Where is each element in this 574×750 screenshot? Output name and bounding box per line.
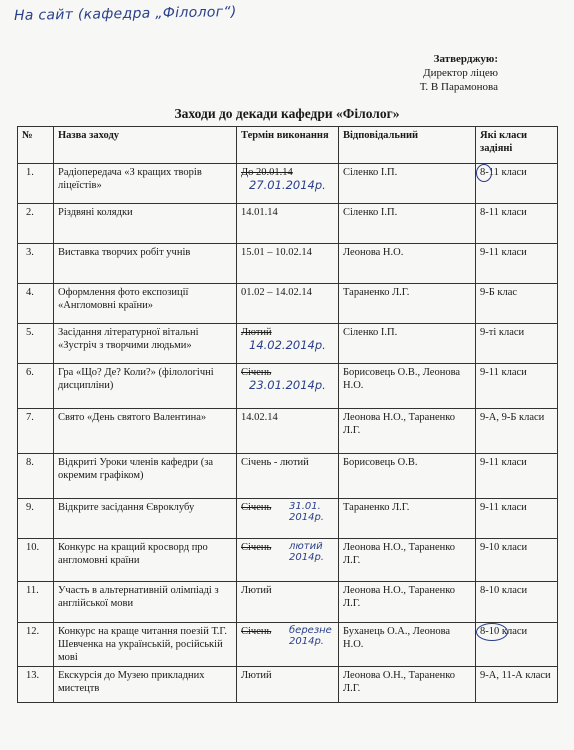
term-text: Січень - лютий xyxy=(241,457,309,468)
header-num: № xyxy=(18,127,54,164)
responsible-text: Леонова Н.О., Тараненко Л.Г. xyxy=(343,412,456,436)
event-name-text: Різдвяні колядки xyxy=(58,207,133,218)
handwritten-date: 14.02.2014р. xyxy=(249,338,326,352)
classes xyxy=(476,164,558,204)
table-row xyxy=(18,454,558,499)
event-name xyxy=(54,667,237,703)
table-row xyxy=(18,623,558,667)
responsible xyxy=(339,582,476,623)
event-name xyxy=(54,324,237,364)
term-text: Січень xyxy=(241,502,272,513)
event-name-text: Радіопередача «З кращих творів ліцеїстів» xyxy=(58,167,202,191)
classes xyxy=(476,582,558,623)
responsible xyxy=(339,499,476,539)
responsible-text: Борисовець О.В. xyxy=(343,457,418,468)
row-number xyxy=(18,244,54,284)
row-number-text: 6. xyxy=(26,367,34,378)
term-text: Січень xyxy=(241,542,272,553)
row-number xyxy=(18,667,54,703)
classes xyxy=(476,204,558,244)
row-number-text: 7. xyxy=(26,412,34,423)
ink-circle-mark xyxy=(476,164,492,182)
row-number-text: 11. xyxy=(26,585,39,596)
event-name xyxy=(54,364,237,409)
responsible-text: Тараненко Л.Г. xyxy=(343,502,410,513)
responsible xyxy=(339,284,476,324)
event-term xyxy=(237,204,339,244)
approval-name: Т. В Парамонова xyxy=(419,81,498,93)
event-term xyxy=(237,667,339,703)
ink-circle-mark xyxy=(476,623,508,641)
handwritten-note: На сайт (кафедра „Філолог“) xyxy=(13,4,237,24)
event-name-text: Конкурс на краще читання поезій Т.Г. Шевченка на українській, російській мові xyxy=(58,626,227,663)
event-term xyxy=(237,539,339,582)
event-name-text: Гра «Що? Де? Коли?» (філологічні дисципліни) xyxy=(58,367,214,391)
header-term: Термін виконання xyxy=(237,127,339,164)
event-term xyxy=(237,409,339,454)
table-row xyxy=(18,324,558,364)
term-text: Січень xyxy=(241,367,272,378)
event-name xyxy=(54,164,237,204)
classes-text: 9-11 класи xyxy=(480,502,527,513)
event-name xyxy=(54,204,237,244)
handwritten-date: 31.01. 2014р. xyxy=(289,501,324,523)
responsible xyxy=(339,164,476,204)
event-name-text: Свято «День святого Валентина» xyxy=(58,412,207,423)
classes xyxy=(476,409,558,454)
row-number-text: 10. xyxy=(26,542,40,553)
term-text: 14.02.14 xyxy=(241,412,278,423)
term-text: Лютий xyxy=(241,670,272,681)
term-text: 14.01.14 xyxy=(241,207,278,218)
event-term xyxy=(237,364,339,409)
handwritten-date: 27.01.2014р. xyxy=(249,178,326,192)
responsible xyxy=(339,409,476,454)
responsible-text: Леонова Н.О., Тараненко Л.Г. xyxy=(343,542,456,566)
document-title: Заходи до декади кафедри «Філолог» xyxy=(174,106,400,121)
handwritten-date: лютий 2014р. xyxy=(289,541,324,563)
classes-text: 9-А, 9-Б класи xyxy=(480,412,545,423)
row-number-text: 9. xyxy=(26,502,34,513)
classes-text: 9-11 класи xyxy=(480,247,527,258)
classes-text: 8-10 класи xyxy=(480,585,528,596)
classes-text: 9-10 класи xyxy=(480,542,528,553)
term-text: 15.01 – 10.02.14 xyxy=(241,247,312,258)
responsible-text: Сіленко І.П. xyxy=(343,207,398,218)
classes-text: 9-ті класи xyxy=(480,327,525,338)
classes xyxy=(476,454,558,499)
responsible-text: Сіленко І.П. xyxy=(343,327,398,338)
table-row xyxy=(18,284,558,324)
table-row xyxy=(18,539,558,582)
responsible-text: Леонова Н.О. xyxy=(343,247,404,258)
responsible-text: Леонова О.Н., Тараненко Л.Г. xyxy=(343,670,456,694)
classes-text: 8-10 класи xyxy=(480,626,528,637)
row-number xyxy=(18,623,54,667)
responsible xyxy=(339,667,476,703)
classes-text: 8-11 класи xyxy=(480,207,527,218)
classes xyxy=(476,667,558,703)
row-number xyxy=(18,539,54,582)
classes-text: 9-Б клас xyxy=(480,287,518,298)
event-name-text: Участь в альтернативній олімпіаді з англійської мови xyxy=(58,585,219,609)
row-number xyxy=(18,284,54,324)
handwritten-date: березне 2014р. xyxy=(289,625,332,647)
responsible-text: Борисовець О.В., Леонова Н.О. xyxy=(343,367,461,391)
classes-text: 8-11 класи xyxy=(480,167,527,178)
event-name xyxy=(54,244,237,284)
term-text: До 20.01.14 xyxy=(241,167,293,178)
classes-text: 9-А, 11-А класи xyxy=(480,670,551,681)
handwritten-date: 23.01.2014р. xyxy=(249,378,326,392)
classes xyxy=(476,539,558,582)
classes-text: 9-11 класи xyxy=(480,367,527,378)
row-number-text: 5. xyxy=(26,327,34,338)
row-number xyxy=(18,204,54,244)
approval-block xyxy=(420,52,498,94)
approval-heading: Затверджую: xyxy=(433,53,498,65)
classes xyxy=(476,364,558,409)
events-table xyxy=(17,126,558,703)
table-row xyxy=(18,244,558,284)
classes xyxy=(476,244,558,284)
event-name-text: Засідання літературної вітальні «Зустріч з творчими людьми» xyxy=(58,327,199,351)
responsible xyxy=(339,244,476,284)
approval-position: Директор ліцею xyxy=(423,67,498,79)
header-responsible: Відповідальний xyxy=(339,127,476,164)
event-name-text: Конкурс на кращий кросворд про англомовні країни xyxy=(58,542,208,566)
row-number xyxy=(18,454,54,499)
event-name xyxy=(54,539,237,582)
header-classes: Які класи задіяні xyxy=(476,127,558,164)
table-header-row xyxy=(18,127,558,164)
responsible xyxy=(339,204,476,244)
term-text: 01.02 – 14.02.14 xyxy=(241,287,312,298)
event-name-text: Відкриті Уроки членів кафедри (за окремим графіком) xyxy=(58,457,214,481)
term-text: Січень xyxy=(241,626,272,637)
responsible-text: Тараненко Л.Г. xyxy=(343,287,410,298)
responsible xyxy=(339,623,476,667)
event-name xyxy=(54,454,237,499)
event-term xyxy=(237,324,339,364)
responsible xyxy=(339,539,476,582)
row-number xyxy=(18,364,54,409)
term-text: Лютий xyxy=(241,585,272,596)
term-text: Лютий xyxy=(241,327,272,338)
event-term xyxy=(237,244,339,284)
row-number-text: 12. xyxy=(26,626,40,637)
row-number-text: 4. xyxy=(26,287,34,298)
event-name-text: Екскурсія до Музею прикладних мистецтв xyxy=(58,670,205,694)
event-name xyxy=(54,582,237,623)
event-name-text: Оформлення фото експозиції «Англомовні країни» xyxy=(58,287,189,311)
row-number xyxy=(18,409,54,454)
event-term xyxy=(237,454,339,499)
event-term xyxy=(237,284,339,324)
table-row xyxy=(18,667,558,703)
event-term xyxy=(237,582,339,623)
classes-text: 9-11 класи xyxy=(480,457,527,468)
event-term xyxy=(237,164,339,204)
event-name xyxy=(54,409,237,454)
row-number xyxy=(18,164,54,204)
table-row xyxy=(18,204,558,244)
classes xyxy=(476,284,558,324)
row-number xyxy=(18,582,54,623)
classes xyxy=(476,499,558,539)
row-number-text: 8. xyxy=(26,457,34,468)
event-name xyxy=(54,284,237,324)
row-number xyxy=(18,324,54,364)
table-row xyxy=(18,582,558,623)
event-term xyxy=(237,499,339,539)
header-name: Назва заходу xyxy=(54,127,237,164)
table-row xyxy=(18,409,558,454)
event-name-text: Виставка творчих робіт учнів xyxy=(58,247,191,258)
table-row xyxy=(18,499,558,539)
classes xyxy=(476,623,558,667)
responsible-text: Сіленко І.П. xyxy=(343,167,398,178)
event-term xyxy=(237,623,339,667)
row-number xyxy=(18,499,54,539)
table-row xyxy=(18,364,558,409)
row-number-text: 13. xyxy=(26,670,40,681)
event-name xyxy=(54,623,237,667)
event-name-text: Відкрите засідання Євроклубу xyxy=(58,502,195,513)
table-row xyxy=(18,164,558,204)
event-name xyxy=(54,499,237,539)
classes xyxy=(476,324,558,364)
row-number-text: 1. xyxy=(26,167,34,178)
row-number-text: 3. xyxy=(26,247,34,258)
responsible-text: Буханець О.А., Леонова Н.О. xyxy=(343,626,451,650)
responsible xyxy=(339,324,476,364)
row-number-text: 2. xyxy=(26,207,34,218)
responsible xyxy=(339,454,476,499)
responsible-text: Леонова Н.О., Тараненко Л.Г. xyxy=(343,585,456,609)
responsible xyxy=(339,364,476,409)
